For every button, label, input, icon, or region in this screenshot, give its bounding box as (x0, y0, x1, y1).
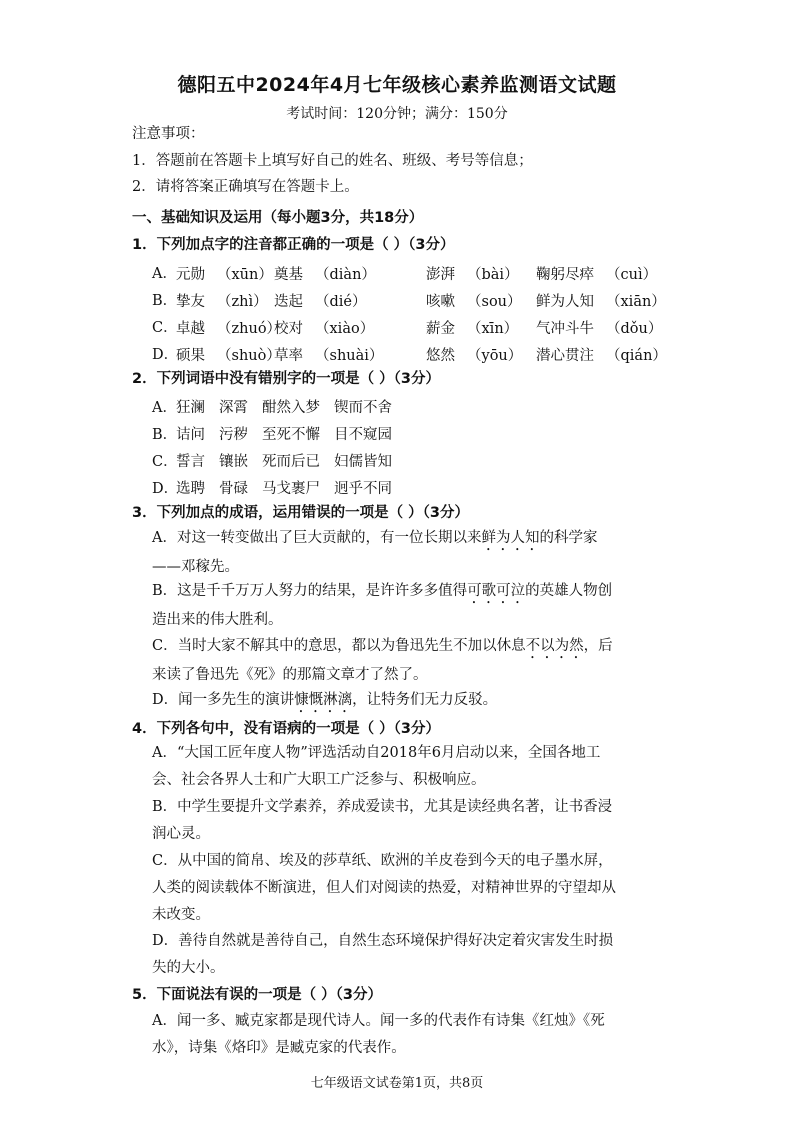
pinyin: （dǒu） (606, 321, 663, 337)
question-4-option-d: D．善待自然就是善待自己，自然生态环境保护得好决定着灾害发生时损 失的大小。 (152, 933, 614, 976)
word: 诘问 (176, 426, 205, 443)
pinyin-item (274, 290, 367, 311)
word: 气冲斗牛 (536, 321, 594, 337)
question-2-option (152, 474, 406, 500)
question-3-option-c: C．当时大家不解其中的意思，都以为鲁迅先生不加以休息不以为然，后 来读了鲁迅先《死》的那篇文章才了然了。 (152, 638, 613, 683)
pinyin: （dié） (315, 294, 367, 310)
pinyin: （qián） (606, 348, 667, 364)
word: 挚友 (176, 294, 205, 310)
pinyin-item (536, 344, 667, 365)
question-4-head: 4．下列各句中，没有语病的一项是（ ）（3分） (132, 721, 440, 737)
word: 鲜为人知 (536, 294, 594, 310)
pinyin: （sou） (467, 294, 522, 310)
pinyin: （zhuó） (217, 321, 282, 337)
question-3-option-a: A．对这一转变做出了巨大贡献的，有一位长期以来鲜为人知的科学家 ——邓稼先。 (152, 530, 598, 575)
word: 死而后已 (262, 453, 320, 470)
pinyin: （shuài） (315, 348, 384, 364)
pinyin-item (426, 263, 519, 284)
pinyin: （diàn） (315, 267, 376, 283)
exam-meta: 考试时间：120分钟；满分：150分 (286, 106, 508, 122)
pinyin-item (274, 344, 383, 365)
word: 迭起 (274, 294, 303, 310)
notes (132, 121, 533, 201)
section-heading: 一、基础知识及运用（每小题3分，共18分） (132, 210, 424, 226)
question-1-option (152, 313, 672, 339)
question-3-option-b: B．这是千千万万人努力的结果，是许许多多值得可歌可泣的英雄人物创 造出来的伟大胜利。 (152, 583, 613, 628)
word: 咳嗽 (426, 294, 455, 310)
word: 鞠躬尽瘁 (536, 267, 594, 283)
pinyin: （yōu） (467, 348, 523, 364)
pinyin: （cuì） (606, 267, 658, 283)
option-letter: A． (152, 399, 177, 416)
word: 深霄 (219, 399, 248, 416)
word: 狂澜 (176, 399, 205, 416)
word: 污秽 (219, 426, 248, 443)
question-5-head: 5．下面说法有误的一项是（ ）（3分） (132, 987, 382, 1003)
question-4-option-c: C．从中国的简帛、埃及的莎草纸、欧洲的羊皮卷到今天的电子墨水屏， 人类的阅读载体不断演进，但人们对阅读的热爱，对精神世界的守望却从 未改变。 (152, 853, 616, 923)
question-2-option (152, 447, 406, 473)
pinyin-item (426, 290, 522, 311)
pinyin-item (536, 263, 657, 284)
note-item: 2．请将答案正确填写在答题卡上。 (132, 179, 359, 195)
pinyin: （shuò） (217, 348, 281, 364)
pinyin-item (274, 263, 376, 284)
pinyin-item (176, 317, 281, 338)
word: 草率 (274, 348, 303, 364)
word: 潜心贯注 (536, 348, 594, 364)
option-letter: B． (152, 292, 178, 309)
pinyin-item (274, 317, 374, 338)
word: 酣然入梦 (262, 399, 320, 416)
question-4-option-a: A．“大国工匠年度人物”评选活动自2018年6月启动以来，全国各地工 会、社会各界人士和广大职工广泛参与、积极响应。 (152, 745, 601, 788)
question-5-option-a: A．闻一多、臧克家都是现代诗人。闻一多的代表作有诗集《红烛》《死 水》，诗集《烙印》是臧克家的代表作。 (152, 1013, 605, 1056)
question-1-head: 1．下列加点字的注音都正确的一项是（ ）（3分） (132, 237, 455, 253)
question-2-option (152, 420, 406, 446)
word: 镶嵌 (219, 453, 248, 470)
pinyin: （zhì） (217, 294, 268, 310)
pinyin: （bài） (467, 267, 519, 283)
page-footer: 七年级语文试卷第1页，共8页 (310, 1076, 484, 1091)
word: 澎湃 (426, 267, 455, 283)
word: 卓越 (176, 321, 205, 337)
word: 目不窥园 (334, 426, 392, 443)
word: 骨碌 (219, 480, 248, 497)
question-4-option-b: B．中学生要提升文学素养，养成爱读书，尤其是读经典名著，让书香浸 润心灵。 (152, 799, 613, 842)
word: 锲而不舍 (334, 399, 392, 416)
word: 元勋 (176, 267, 205, 283)
option-letter: B． (152, 426, 178, 443)
word: 悠然 (426, 348, 455, 364)
word: 薪金 (426, 321, 455, 337)
option-letter: C． (152, 453, 178, 470)
option-letter: C． (152, 319, 178, 336)
question-2-option (152, 393, 406, 419)
option-letter: D． (152, 346, 179, 363)
word: 马戈裹尸 (262, 480, 320, 497)
pinyin: （xiān） (606, 294, 666, 310)
word: 奠基 (274, 267, 303, 283)
word: 妇儒皆知 (334, 453, 392, 470)
question-2-head: 2．下列词语中没有错别字的一项是（ ）（3分） (132, 371, 440, 387)
option-letter: D． (152, 480, 179, 497)
question-1-option (152, 340, 672, 366)
pinyin-item (176, 290, 268, 311)
word: 迥乎不同 (334, 480, 392, 497)
pinyin-item (536, 290, 666, 311)
pinyin-item (426, 317, 518, 338)
pinyin-item (176, 263, 273, 284)
option-letter: A． (152, 265, 177, 282)
word: 硕果 (176, 348, 205, 364)
word: 誓言 (176, 453, 205, 470)
question-1-option (152, 259, 672, 285)
pinyin: （xūn） (217, 267, 273, 283)
pinyin: （xīn） (467, 321, 519, 337)
word: 校对 (274, 321, 303, 337)
question-1-option (152, 286, 672, 312)
pinyin-item (176, 344, 281, 365)
page-title: 德阳五中2024年4月七年级核心素养监测语文试题 (177, 74, 617, 96)
pinyin-item (426, 344, 522, 365)
word: 至死不懈 (262, 426, 320, 443)
pinyin: （xiào） (315, 321, 375, 337)
pinyin-item (536, 317, 662, 338)
question-3-option-d: D．闻一多先生的演讲慷慨淋漓，让特务们无力反驳。 (152, 692, 498, 708)
question-3-head: 3．下列加点的成语，运用错误的一项是（ ）（3分） (132, 505, 469, 521)
note-item: 1．答题前在答题卡上填写好自己的姓名、班级、考号等信息； (132, 152, 533, 169)
notes-heading: 注意事项： (132, 126, 205, 142)
word: 选聘 (176, 480, 205, 497)
